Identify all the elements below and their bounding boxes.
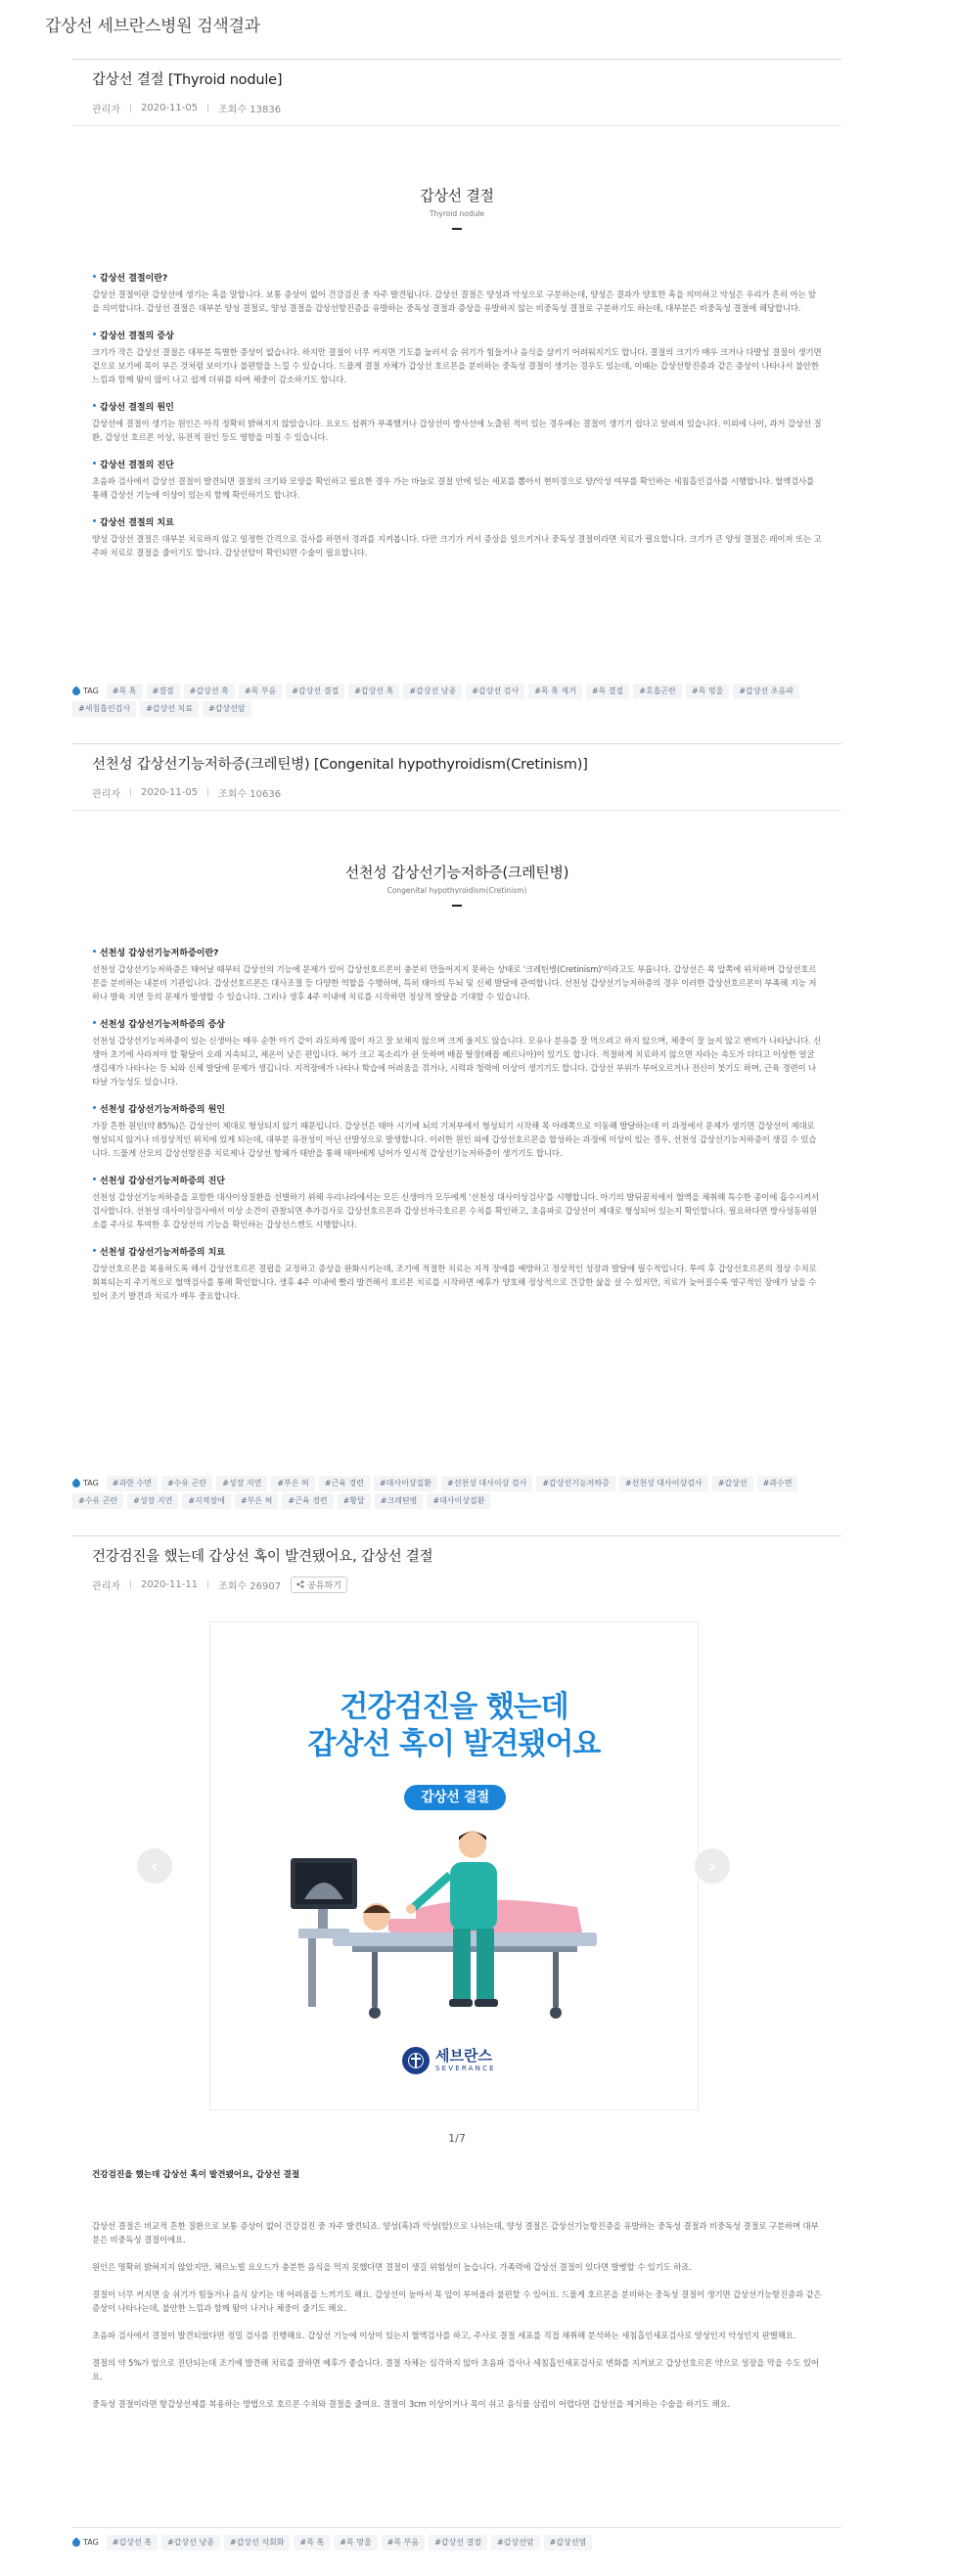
logo-text-korean: 세브란스 (435, 2047, 492, 2065)
tag-link[interactable]: #갑상선 결절 (286, 684, 344, 699)
tag-link[interactable]: #세침흡인검사 (72, 701, 136, 717)
share-icon (296, 1580, 304, 1588)
tag-label (72, 684, 99, 699)
author: 관리자 (92, 104, 120, 115)
article-hero (72, 185, 841, 230)
post-date: 2020-11-05 (140, 786, 199, 798)
tag-link[interactable]: #갑상선 결절 (429, 2535, 487, 2551)
article-heading: 선천성 갑상선기능저하증(크레틴병) (344, 864, 569, 881)
tag-link[interactable]: #갑상선 낭종 (161, 2535, 220, 2551)
severance-logo (402, 2047, 496, 2074)
section-text: 선천성 갑상선기능저하증을 포함한 대사이상질환을 선별하기 위해 우리나라에서는 모든 신생아가 모두에게 '선천성 대사이상검사'를 시행합니다. 아기의 발뒤꿈치에서 혈액을 채취해 특수한 종이에 흡수시켜서 검사합니다. 선천성 대사이상검사에서 이상 소견이 관찰되면 추가검사로 갑상선호르몬과 갑상선자극호르몬 수치를 확인하고, 초음파로 갑상선이 제대로 형성되어 있는지 확인합니다. 필요하다면 방사성동위원소를 주사로 투여한 후 갑상선의 기능을 확인하는 갑상선스캔도 시행합니다. (92, 1192, 819, 1229)
body-paragraph: 중독성 결절이라면 항갑상선제를 복용하는 방법으로 호르몬 수치와 결절을 줄여요. 결절이 3cm 이상이거나 목이 쉬고 음식물 삼킴이 어렵다면 갑상선을 제거하는 수술을 하기도 해요. (92, 2399, 731, 2409)
post-date: 2020-11-11 (140, 1578, 199, 1590)
article-title-link[interactable]: 선천성 갑상선기능저하증(크레틴병) [Congenital hypothyroidism(Cretinism)] (92, 757, 588, 773)
article-title-link[interactable]: 건강검진을 했는데 갑상선 혹이 발견됐어요, 갑상선 결절 (92, 1549, 433, 1565)
tag-link[interactable]: #갑상선 치료 (140, 701, 199, 717)
carousel-slide (209, 1621, 699, 2110)
tag-link[interactable]: #목 멍울 (686, 684, 729, 699)
article-card (72, 59, 841, 573)
tag-link[interactable]: #목 부음 (382, 2535, 425, 2551)
tag-link[interactable]: #지적장애 (182, 1493, 231, 1509)
share-label: 공유하기 (307, 1580, 341, 1591)
section-text: 선천성 갑상선기능저하증이 있는 신생아는 매우 순한 아기 같이 과도하게 많이 자고 잘 보채지 않으며 크게 울지도 않습니다. 모유나 분유를 잘 먹으려고 하지 않으며, 체중이 잘 늘지 않고 변비가 나타납니다. 신생아 초기에 사라져야 할 황달이 오래 지속되고, 체온이 낮은 편입니다. 혀가 크고 목소리가 쉰 듯하며 배꼽 탈장(배꼽 헤르니아)이 있기도 합니다. 적절하게 치료하지 않으면 자라는 속도가 더디고 이상한 얼굴 생김새가 나타나는 등 뇌와 신체 발달에 문제가 생깁니다. 지적장애가 나타나 학습에 어려움을 겪거나, 시력과 청력에 이상이 생기기도 합니다. 갑상선 부위가 부어오르거나 전신이 붓기도 하며, 근육 경련이 나타날 가능성도 있습니다. (92, 1036, 822, 1087)
tag-link[interactable]: #과수면 (757, 1476, 798, 1491)
divider (72, 125, 841, 126)
body-section (92, 1017, 822, 1088)
image-carousel (72, 1621, 841, 2110)
tag-link[interactable]: #갑상선 석회화 (224, 2535, 291, 2551)
body-section (92, 458, 822, 502)
body-paragraph: 갑상선 결절은 비교적 흔한 질환으로 보통 증상이 없어 건강검진 중 자주 발견되죠. 양성(혹)과 악성(암)으로 나뉘는데, 양성 결절은 갑상선기능항진증을 유발하는 중독성 결절과 비중독성 결절로 구분하며 대부분은 비중독성 결절이에요. (92, 2221, 819, 2244)
body-heading: 건강검진을 했는데 갑상선 혹이 발견됐어요, 갑상선 결절 (92, 2170, 300, 2180)
heading-underline (452, 228, 462, 230)
section-text: 선천성 갑상선기능저하증은 태어날 때부터 갑상선의 기능에 문제가 있어 갑상선호르몬이 충분히 만들어지지 못하는 상태로 '크레틴병(Cretinism)'이라고도 부릅니다. 갑상선은 목 앞쪽에 위치하며 갑상선호르몬을 분비하는 내분비 기관입니다. 갑상선호르몬은 대사조절 등 다양한 역할을 수행하며, 특히 태아의 두뇌 및 신체 발달에 관여합니다. 선천성 갑상선기능저하증의 경우 이러한 갑상선호르몬이 부족해 지능 저하나 발육 지연 등의 문제가 발생할 수 있습니다. 그러나 생후 4주 이내에 치료를 시작하면 정상적 발달을 기대할 수 있습니다. (92, 964, 817, 1001)
tag-link[interactable]: #갑상선 혹 (107, 2535, 158, 2551)
tag-list (72, 2527, 841, 2552)
tag-link[interactable]: #과한 수면 (107, 1476, 158, 1491)
tag-label-text: TAG (83, 1479, 99, 1488)
body-paragraph: 초음파 검사에서 결절이 발견되었다면 정밀 검사를 진행해요. 갑상선 기능에 이상이 있는지 혈액검사를 하고, 주사로 결절 세포를 직접 채취해 분석하는 세침흡인세포검사로 양성인지 악성인지 판별해요. (92, 2331, 796, 2340)
carousel-pager: 1/7 (448, 2132, 466, 2145)
tag-link[interactable]: #크레틴병 (375, 1493, 424, 1509)
body-section (92, 946, 822, 1003)
tag-link[interactable]: #황달 (338, 1493, 371, 1509)
article-body (72, 946, 841, 1303)
tag-container (72, 2527, 841, 2552)
tag-link[interactable]: #목 혹 제거 (528, 684, 582, 699)
tag-link[interactable]: #갑상선염 (544, 2535, 593, 2551)
carousel-next-button[interactable] (695, 1848, 730, 1884)
section-heading: 선천성 갑상선기능저하증이란? (92, 946, 822, 958)
section-text: 갑상선호르몬을 복용하도록 해서 갑상선호르몬 결핍을 교정하고 증상을 완화시키는데, 조기에 적절한 치료는 지적 장애를 예방하고 정상적인 성장과 발달에 필수적입니다. 투여 후 갑상선호르몬의 정상 수치로 회복되는지 주기적으로 혈액검사를 통해 확인합니다. 생후 4주 이내에 빨리 발견해서 호르몬 치료를 시작하면 예후가 양호해 정상적으로 건강한 삶을 살 수 있지만, 치료가 늦어질수록 영구적인 장애가 남을 수 있어 조기 발견과 치료가 매우 중요합니다. (92, 1264, 817, 1301)
slide-headline (210, 1689, 698, 1763)
section-heading: 선천성 갑상선기능저하증의 진단 (92, 1174, 822, 1186)
section-heading: 갑상선 결절의 증상 (92, 329, 822, 341)
tag-link[interactable]: #성장 지연 (216, 1476, 267, 1491)
meta-divider (207, 104, 208, 112)
tag-link[interactable]: #수유 곤란 (72, 1493, 123, 1509)
article-header (72, 743, 841, 811)
carousel-prev-button[interactable] (137, 1848, 172, 1884)
article-card (72, 743, 841, 1316)
body-section (92, 400, 822, 444)
section-text: 초음파 검사에서 갑상선 결절이 발견되면 결절의 크기와 모양을 확인하고 필요한 경우 가는 바늘로 결절 안에 있는 세포를 뽑아서 현미경으로 양/악성 여부를 확인하는 세침흡인검사를 시행합니다. 혈액검사를 통해 갑상선 기능에 이상이 있는지 함께 확인하기도 합니다. (92, 476, 814, 500)
section-heading: 선천성 갑상선기능저하증의 치료 (92, 1245, 822, 1258)
article-header (72, 59, 841, 126)
body-section (92, 271, 822, 315)
body-section (92, 329, 822, 386)
meta-divider (207, 788, 208, 797)
share-button[interactable] (291, 1577, 347, 1593)
tag-link[interactable]: #선천성 대사이상 검사 (441, 1476, 532, 1491)
tag-link[interactable]: #수유 곤란 (161, 1476, 212, 1491)
tag-list (72, 1475, 841, 1510)
section-text: 양성 갑상선 결절은 대부분 치료하지 않고 일정한 간격으로 검사를 하면서 경과를 지켜봅니다. 다만 크기가 커서 증상을 일으키거나 중독성 결절이라면 치료가 필요합니다. 크기가 큰 양성 결절은 레이저 또는 고주파 치료로 결절을 줄이기도 합니다. 갑상선암이 확인되면 수술이 필요합니다. (92, 534, 822, 557)
tag-link[interactable]: #갑상선 혹 (184, 684, 235, 699)
article-title-link[interactable]: 갑상선 결절 [Thyroid nodule] (92, 72, 283, 88)
logo-seal-icon (402, 2047, 430, 2074)
article-hero (72, 862, 841, 907)
tag-link[interactable]: #갑상선 초음파 (733, 684, 799, 699)
article-card (72, 1535, 841, 2424)
section-text: 갑상선에 결절이 생기는 원인은 아직 정확히 밝혀지지 않았습니다. 요오드 섭취가 부족했거나 갑상선이 방사선에 노출된 적이 있는 경우에는 결절이 생기기 쉽다고 알려져 있습니다. 이외에 나이, 과거 갑상선 질환, 갑상선 호르몬 이상, 유전적 원인 등도 영향을 미칠 수 있습니다. (92, 419, 822, 442)
view-count: 조회수 26907 (218, 1580, 282, 1592)
article-meta (72, 1577, 841, 1592)
section-text: 갑상선 결절이란 갑상선에 생기는 혹을 말합니다. 보통 증상이 없어 건강검진 중 자주 발견됩니다. 갑상선 결절은 양성과 악성으로 구분하는데, 양성은 결과가 양호한 혹을 의미하고 악성은 우리가 흔히 아는 암을 의미합니다. 갑상선 결절은 대부분 양성 결절로, 양성 결절을 갑상선항진증을 유발하는 중독성 결절과 증상을 유발하지 않는 비중독성 결절로 구분하기도 하는데, 대부분은 비중독성 결절에 해당합니다. (92, 289, 817, 313)
tag-link[interactable]: #갑상선 낭종 (403, 684, 462, 699)
tag-link[interactable]: #대사이상질환 (427, 1493, 490, 1509)
slide-topic-badge: 갑상선 결절 (404, 1785, 506, 1810)
section-heading: 갑상선 결절의 원인 (92, 400, 822, 413)
tag-link[interactable]: #목 혹 (294, 2535, 330, 2551)
section-heading: 갑상선 결절이란? (92, 271, 822, 284)
body-section (92, 1174, 822, 1231)
body-section (92, 1245, 822, 1303)
section-heading: 갑상선 결절의 치료 (92, 515, 822, 528)
body-section (92, 515, 822, 559)
tag-list (72, 683, 841, 718)
article-meta (72, 100, 841, 115)
tag-link[interactable]: #선천성 대사이상검사 (619, 1476, 708, 1491)
tag-link[interactable]: #근육 경련 (319, 1476, 370, 1491)
slide-headline-line2: 갑상선 혹이 발견됐어요 (307, 1727, 601, 1761)
article-body (72, 271, 841, 559)
tag-link[interactable]: #갑상선암 (491, 2535, 540, 2551)
author: 관리자 (92, 1580, 120, 1592)
tag-link[interactable]: #부은 혀 (235, 1493, 278, 1509)
tag-link[interactable]: #결절 (147, 684, 180, 699)
logo-text-english: SEVERANCE (435, 2065, 496, 2072)
body-section (92, 1102, 822, 1160)
tag-link[interactable]: #성장 지연 (127, 1493, 178, 1509)
article-meta (72, 784, 841, 800)
tag-link[interactable]: #대사이상질환 (374, 1476, 437, 1491)
view-count: 조회수 13836 (218, 104, 282, 115)
tag-link[interactable]: #갑상선기능저하증 (536, 1476, 615, 1491)
tag-link[interactable]: #목 결절 (586, 684, 629, 699)
section-text: 가장 흔한 원인(약 85%)은 갑상선이 제대로 형성되지 않기 때문입니다. 갑상선은 태아 시기에 뇌의 기저부에서 형성되기 시작해 목 아래쪽으로 이동해 발달하는데 이 과정에서 문제가 생기면 갑상선이 제대로 형성되지 않거나 비정상적인 위치에 있게 되는데, 대부분 유전성이 아닌 산발성으로 발생합니다. 이러한 원인 외에 갑상선호르몬을 합성하는 과정에 이상이 있는 경우, 선천성 갑상선기능저하증이 생길 수 있습니다. 드물게 산모의 갑상선항진증 치료제나 갑상선 항체가 태반을 통해 태아에게 넘어가 일시적 갑상선기능저하증이 생기기도 합니다. (92, 1121, 817, 1158)
tag-container (72, 1475, 841, 1510)
chevron-right-icon: › (707, 1854, 717, 1878)
tag-label-text: TAG (83, 2538, 99, 2547)
author: 관리자 (92, 788, 120, 800)
chevron-left-icon: ‹ (150, 1854, 159, 1878)
tag-link[interactable]: #갑상선 검사 (466, 684, 524, 699)
section-heading: 갑상선 결절의 진단 (92, 458, 822, 470)
tag-icon (70, 686, 81, 696)
heading-underline (452, 905, 462, 907)
tag-icon (70, 2537, 81, 2548)
tag-container (72, 683, 841, 718)
article-header (72, 1535, 841, 1592)
tag-link[interactable]: #근육 경련 (282, 1493, 333, 1509)
tag-link[interactable]: #호흡곤란 (633, 684, 682, 699)
slide-headline-line1: 건강검진을 했는데 (340, 1690, 568, 1724)
tag-link[interactable]: #목 부음 (239, 684, 282, 699)
section-heading: 선천성 갑상선기능저하증의 증상 (92, 1017, 822, 1030)
meta-divider (130, 788, 131, 797)
tag-icon (70, 1478, 81, 1488)
section-text: 크기가 작은 갑상선 결절은 대부분 특별한 증상이 없습니다. 하지만 결절이 너무 커지면 기도를 눌러서 숨 쉬기가 힘들거나 음식을 삼키기 어려워지기도 합니다. 결절의 크기가 매우 크거나 다발성 결절이 생기면 겉으로 보기에 목이 부은 것처럼 보이기나 불편함을 느낄 수 있습니다. 드물게 결절 자체가 갑상선 호르몬을 분비하는 중독성 결절이 생기는 경우도 있는데, 이때는 갑상선항진증과 같은 증상이 나타나서 불안한 느낌과 함께 땀이 많이 나고 쉽게 더위를 타며 체중이 감소하기도 합니다. (92, 347, 822, 384)
body-paragraph: 결절이 너무 커지면 숨 쉬기가 힘들거나 음식 삼키는 데 어려움을 느끼기도 해요. 갑상선이 높아서 목 앞이 부어올라 불편할 수 있어요. 드물게 호르몬을 분비하는 중독성 결절이 생기면 갑상선기능항진증과 같은 증상이 나타나는데, 불안한 느낌과 함께 땀이 나거나 체중이 줄기도 해요. (92, 2289, 822, 2313)
tag-link[interactable]: #갑상선 혹 (348, 684, 399, 699)
body-paragraph: 결절의 약 5%가 암으로 진단되는데 조기에 발견해 치료를 잘하면 예후가 좋습니다. 결절 자체는 심각하지 않아 초음파 검사나 세침흡인세포검사로 변화를 지켜보고 갑상선호르몬 약으로 성장을 막을 수도 있어요. (92, 2358, 819, 2381)
meta-divider (207, 1580, 208, 1589)
tag-link[interactable]: #갑상선 (712, 1476, 753, 1491)
meta-divider (130, 104, 131, 112)
tag-label-text: TAG (83, 687, 99, 695)
body-paragraph: 원인은 명확히 밝혀지지 않았지만, 체르노빌 요오드가 충분한 음식을 먹지 못했다면 결절이 생길 위험성이 높습니다. 가족력에 갑상선 결절이 있다면 발병할 수 있기도 하죠. (92, 2262, 692, 2272)
ultrasound-exam-illustration (279, 1823, 631, 2033)
article-body (72, 2168, 841, 2411)
section-heading: 선천성 갑상선기능저하증의 원인 (92, 1102, 822, 1115)
article-subheading: Thyroid nodule (429, 209, 485, 218)
tag-link[interactable]: #목 혹 (107, 684, 143, 699)
tag-link[interactable]: #목 멍울 (334, 2535, 377, 2551)
post-date: 2020-11-05 (140, 102, 199, 113)
article-subheading: Congenital hypothyroidism(Cretinism) (386, 886, 527, 895)
tag-label (72, 1476, 99, 1491)
page-title: 갑상선 세브란스병원 검색결과 (45, 17, 260, 36)
meta-divider (130, 1580, 131, 1589)
divider (72, 810, 841, 811)
tag-link[interactable]: #갑상선암 (203, 701, 251, 717)
tag-label (72, 2535, 99, 2551)
view-count: 조회수 10636 (218, 788, 282, 800)
article-heading: 갑상선 결절 (420, 187, 494, 204)
tag-link[interactable]: #부은 혀 (271, 1476, 314, 1491)
